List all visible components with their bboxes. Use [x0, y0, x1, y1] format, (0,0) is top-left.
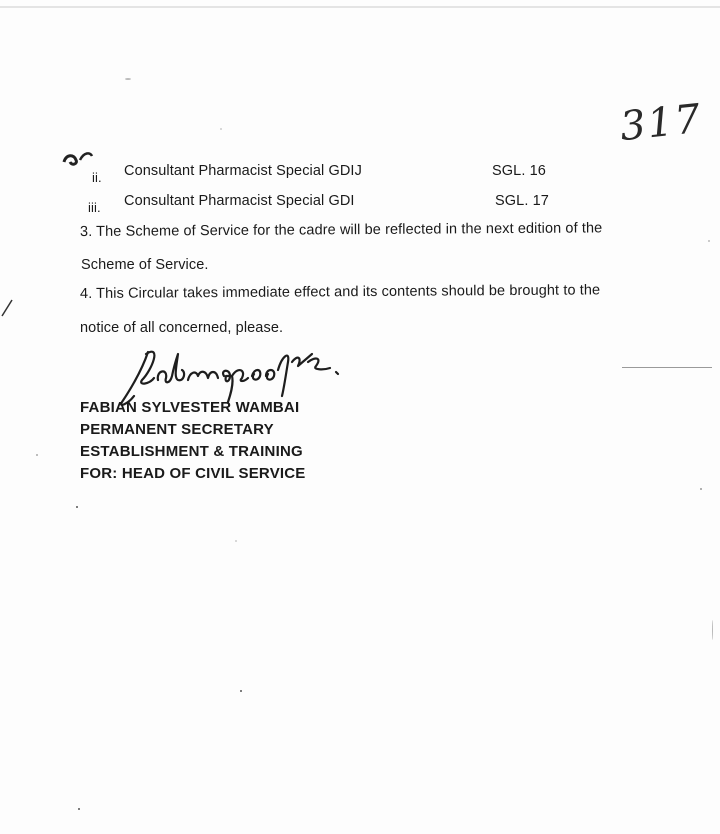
scan-speck — [712, 620, 713, 640]
handwritten-page-number: 317 — [617, 95, 705, 151]
page-top-edge — [0, 6, 720, 8]
margin-tick-icon — [0, 298, 14, 318]
list-item-grade: SGL. 17 — [495, 193, 549, 209]
list-item-title: Consultant Pharmacist Special GDI — [124, 193, 355, 209]
signatory-name: FABIAN SYLVESTER WAMBAI — [80, 399, 300, 416]
faint-rule — [622, 367, 712, 368]
paragraph-3-line-1: 3. The Scheme of Service for the cadre will be reflected in the next edition of the — [79, 220, 603, 240]
list-numeral: iii. — [88, 200, 101, 215]
signatory-title: PERMANENT SECRETARY — [80, 421, 274, 438]
paragraph-4-line-1: 4. This Circular takes immediate effect and its contents should be brought to the — [79, 282, 601, 302]
scan-speck — [36, 454, 38, 456]
signatory-department: ESTABLISHMENT & TRAINING — [80, 443, 303, 460]
list-item-title: Consultant Pharmacist Special GDIJ — [124, 163, 362, 179]
scan-speck — [700, 488, 702, 490]
scan-speck — [240, 690, 242, 692]
list-item-grade: SGL. 16 — [492, 163, 546, 179]
paragraph-4-line-2: notice of all concerned, please. — [80, 320, 284, 336]
scan-speck — [220, 128, 222, 130]
scan-speck — [78, 808, 80, 810]
ink-mark-icon — [60, 148, 96, 170]
scan-speck — [125, 78, 131, 80]
scan-speck — [708, 240, 710, 242]
list-numeral: ii. — [92, 170, 102, 185]
scan-speck — [76, 506, 78, 508]
scan-speck — [235, 540, 237, 542]
paragraph-3-line-2: Scheme of Service. — [81, 257, 209, 273]
signatory-on-behalf: FOR: HEAD OF CIVIL SERVICE — [80, 465, 306, 482]
